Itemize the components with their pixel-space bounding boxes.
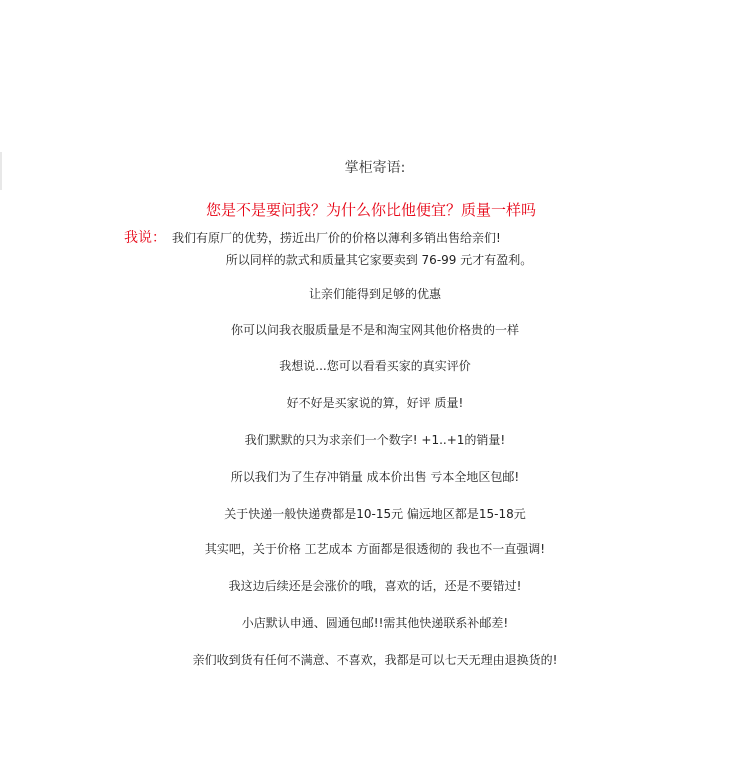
text-line: 关于快递一般快递费都是10-15元 偏远地区都是15-18元: [224, 507, 526, 521]
page-title: 掌柜寄语:: [344, 160, 406, 176]
text-line: 你可以问我衣服质量是不是和淘宝网其他价格贵的一样: [230, 323, 519, 337]
question-headline: 您是不是要问我？为什么你比他便宜？质量一样吗: [205, 201, 536, 219]
text-line: 所以同样的款式和质量其它家要卖到 76-99 元才有盈利。: [225, 253, 533, 267]
text-line: 亲们收到货有任何不满意、不喜欢，我都是可以七天无理由退换货的!: [192, 653, 558, 667]
speaker-label: 我说：: [124, 230, 166, 246]
text-line: 其实吧，关于价格 工艺成本 方面都是很透彻的 我也不一直强调!: [204, 542, 546, 556]
text-line: 所以我们为了生存冲销量 成本价出售 亏本全地区包邮!: [230, 470, 520, 484]
text-line: 我这边后续还是会涨价的哦，喜欢的话，还是不要错过!: [228, 579, 522, 593]
speaker-row: [124, 228, 744, 248]
text-line: 小店默认申通、圆通包邮!!需其他快递联系补邮差!: [241, 616, 509, 630]
text-line: 让亲们能得到足够的优惠: [308, 287, 441, 301]
text-line: 好不好是买家说的算，好评 质量!: [286, 396, 464, 410]
speaker-text: 我们有原厂的优势，捞近出厂价的价格以薄利多销出售给亲们!: [172, 231, 501, 245]
text-line: 我们默默的只为求亲们一个数字! +1..+1的销量!: [244, 433, 506, 447]
text-line: 我想说...您可以看看买家的真实评价: [279, 359, 471, 373]
